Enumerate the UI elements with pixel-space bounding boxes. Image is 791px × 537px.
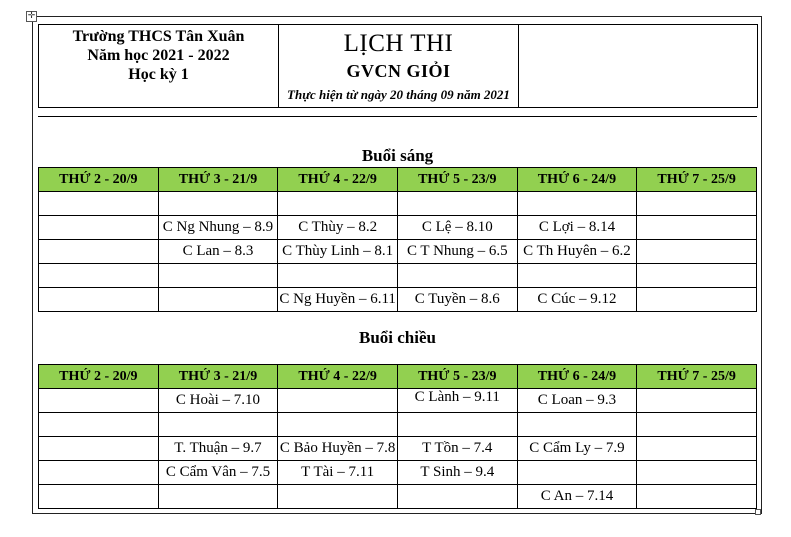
table-cell[interactable]: C Thùy Linh – 8.1 bbox=[278, 240, 398, 264]
afternoon-schedule-table bbox=[38, 364, 757, 509]
table-header-row bbox=[39, 168, 757, 192]
table-cell[interactable] bbox=[39, 288, 159, 312]
title-cell[interactable] bbox=[279, 25, 519, 108]
table-cell[interactable]: C Tuyền – 8.6 bbox=[397, 288, 517, 312]
table-cell[interactable] bbox=[39, 192, 159, 216]
table-cell[interactable] bbox=[637, 288, 757, 312]
table-cell[interactable]: C Hoài – 7.10 bbox=[158, 389, 278, 413]
table-header-row bbox=[39, 365, 757, 389]
day-header[interactable]: THỨ 5 - 23/9 bbox=[397, 365, 517, 389]
table-cell[interactable] bbox=[39, 437, 159, 461]
table-cell[interactable] bbox=[637, 264, 757, 288]
afternoon-title: Buổi chiều bbox=[359, 328, 436, 347]
table-cell[interactable]: C Cúc – 9.12 bbox=[517, 288, 637, 312]
table-row bbox=[39, 240, 757, 264]
table-cell[interactable] bbox=[278, 413, 398, 437]
table-cell[interactable] bbox=[39, 485, 159, 509]
table-cell[interactable]: C Cẩm Vân – 7.5 bbox=[158, 461, 278, 485]
table-cell[interactable] bbox=[278, 192, 398, 216]
table-cell[interactable]: C Lợi – 8.14 bbox=[517, 216, 637, 240]
divider-line bbox=[38, 116, 757, 117]
morning-title: Buổi sáng bbox=[361, 146, 434, 165]
table-cell[interactable]: T Tồn – 7.4 bbox=[397, 437, 517, 461]
table-cell[interactable]: T. Thuận – 9.7 bbox=[158, 437, 278, 461]
table-cell[interactable]: C Bảo Huyền – 7.8 bbox=[278, 437, 398, 461]
date-note: Thực hiện từ ngày 20 tháng 09 năm 2021 bbox=[287, 87, 510, 102]
day-header[interactable]: THỨ 7 - 25/9 bbox=[637, 365, 757, 389]
page-subtitle: GVCN GIỎI bbox=[346, 61, 451, 81]
table-cell[interactable] bbox=[517, 413, 637, 437]
table-cell[interactable] bbox=[637, 192, 757, 216]
day-header[interactable]: THỨ 2 - 20/9 bbox=[39, 365, 159, 389]
table-row bbox=[39, 288, 757, 312]
table-cell[interactable] bbox=[397, 413, 517, 437]
empty-header-cell[interactable] bbox=[519, 25, 758, 108]
table-cell[interactable] bbox=[158, 264, 278, 288]
table-cell[interactable] bbox=[39, 240, 159, 264]
day-header[interactable]: THỨ 6 - 24/9 bbox=[517, 168, 637, 192]
table-cell[interactable] bbox=[397, 192, 517, 216]
table-cell[interactable] bbox=[158, 192, 278, 216]
table-cell[interactable] bbox=[158, 413, 278, 437]
table-cell[interactable] bbox=[637, 437, 757, 461]
table-row bbox=[39, 216, 757, 240]
day-header[interactable]: THỨ 3 - 21/9 bbox=[158, 168, 278, 192]
day-header[interactable]: THỨ 7 - 25/9 bbox=[637, 168, 757, 192]
table-cell[interactable] bbox=[39, 413, 159, 437]
table-cell[interactable] bbox=[39, 461, 159, 485]
table-cell[interactable] bbox=[637, 461, 757, 485]
day-header[interactable]: THỨ 3 - 21/9 bbox=[158, 365, 278, 389]
table-cell[interactable] bbox=[637, 240, 757, 264]
day-header[interactable]: THỨ 4 - 22/9 bbox=[278, 168, 398, 192]
table-cell[interactable] bbox=[278, 485, 398, 509]
table-row bbox=[39, 437, 757, 461]
header-table bbox=[38, 24, 758, 108]
table-cell[interactable]: C Thùy – 8.2 bbox=[278, 216, 398, 240]
table-cell[interactable] bbox=[637, 485, 757, 509]
table-cell[interactable]: C Th Huyên – 6.2 bbox=[517, 240, 637, 264]
table-cell[interactable] bbox=[517, 461, 637, 485]
day-header[interactable]: THỨ 2 - 20/9 bbox=[39, 168, 159, 192]
table-resize-handle[interactable] bbox=[755, 509, 761, 515]
table-cell[interactable]: C Ng Nhung – 8.9 bbox=[158, 216, 278, 240]
table-cell[interactable] bbox=[637, 389, 757, 413]
day-header[interactable]: THỨ 4 - 22/9 bbox=[278, 365, 398, 389]
morning-schedule-table bbox=[38, 167, 757, 312]
table-move-handle-icon[interactable]: ✛ bbox=[27, 11, 36, 21]
table-row bbox=[39, 461, 757, 485]
table-cell[interactable] bbox=[637, 216, 757, 240]
table-cell[interactable] bbox=[397, 485, 517, 509]
table-cell[interactable]: T Tài – 7.11 bbox=[278, 461, 398, 485]
day-header[interactable]: THỨ 5 - 23/9 bbox=[397, 168, 517, 192]
table-cell[interactable]: C Lệ – 8.10 bbox=[397, 216, 517, 240]
semester: Học kỳ 1 bbox=[128, 66, 189, 83]
table-cell[interactable] bbox=[517, 264, 637, 288]
school-year: Năm học 2021 - 2022 bbox=[87, 47, 230, 64]
table-cell[interactable] bbox=[517, 192, 637, 216]
table-row bbox=[39, 413, 757, 437]
table-cell[interactable]: C Lan – 8.3 bbox=[158, 240, 278, 264]
table-cell[interactable] bbox=[39, 216, 159, 240]
table-cell[interactable]: C An – 7.14 bbox=[517, 485, 637, 509]
page-title: LỊCH THI bbox=[343, 30, 454, 57]
table-cell[interactable] bbox=[158, 288, 278, 312]
table-row bbox=[39, 485, 757, 509]
table-cell[interactable] bbox=[397, 264, 517, 288]
table-row bbox=[39, 192, 757, 216]
table-cell[interactable] bbox=[637, 413, 757, 437]
table-cell[interactable] bbox=[158, 485, 278, 509]
table-cell[interactable]: T Sinh – 9.4 bbox=[397, 461, 517, 485]
table-cell[interactable]: C T Nhung – 6.5 bbox=[397, 240, 517, 264]
table-cell[interactable] bbox=[278, 264, 398, 288]
school-name: Trường THCS Tân Xuân bbox=[72, 28, 245, 45]
table-cell[interactable]: C Loan – 9.3 bbox=[517, 389, 637, 413]
table-cell[interactable] bbox=[278, 389, 398, 413]
table-cell[interactable]: C Ng Huyền – 6.11 bbox=[278, 288, 398, 312]
table-cell[interactable] bbox=[39, 389, 159, 413]
table-cell[interactable]: C Cẩm Ly – 7.9 bbox=[517, 437, 637, 461]
table-row bbox=[39, 264, 757, 288]
table-cell[interactable] bbox=[39, 264, 159, 288]
table-cell[interactable]: C Lành – 9.11 bbox=[397, 389, 517, 413]
school-info-cell[interactable] bbox=[39, 25, 279, 108]
table-row bbox=[39, 389, 757, 413]
day-header[interactable]: THỨ 6 - 24/9 bbox=[517, 365, 637, 389]
